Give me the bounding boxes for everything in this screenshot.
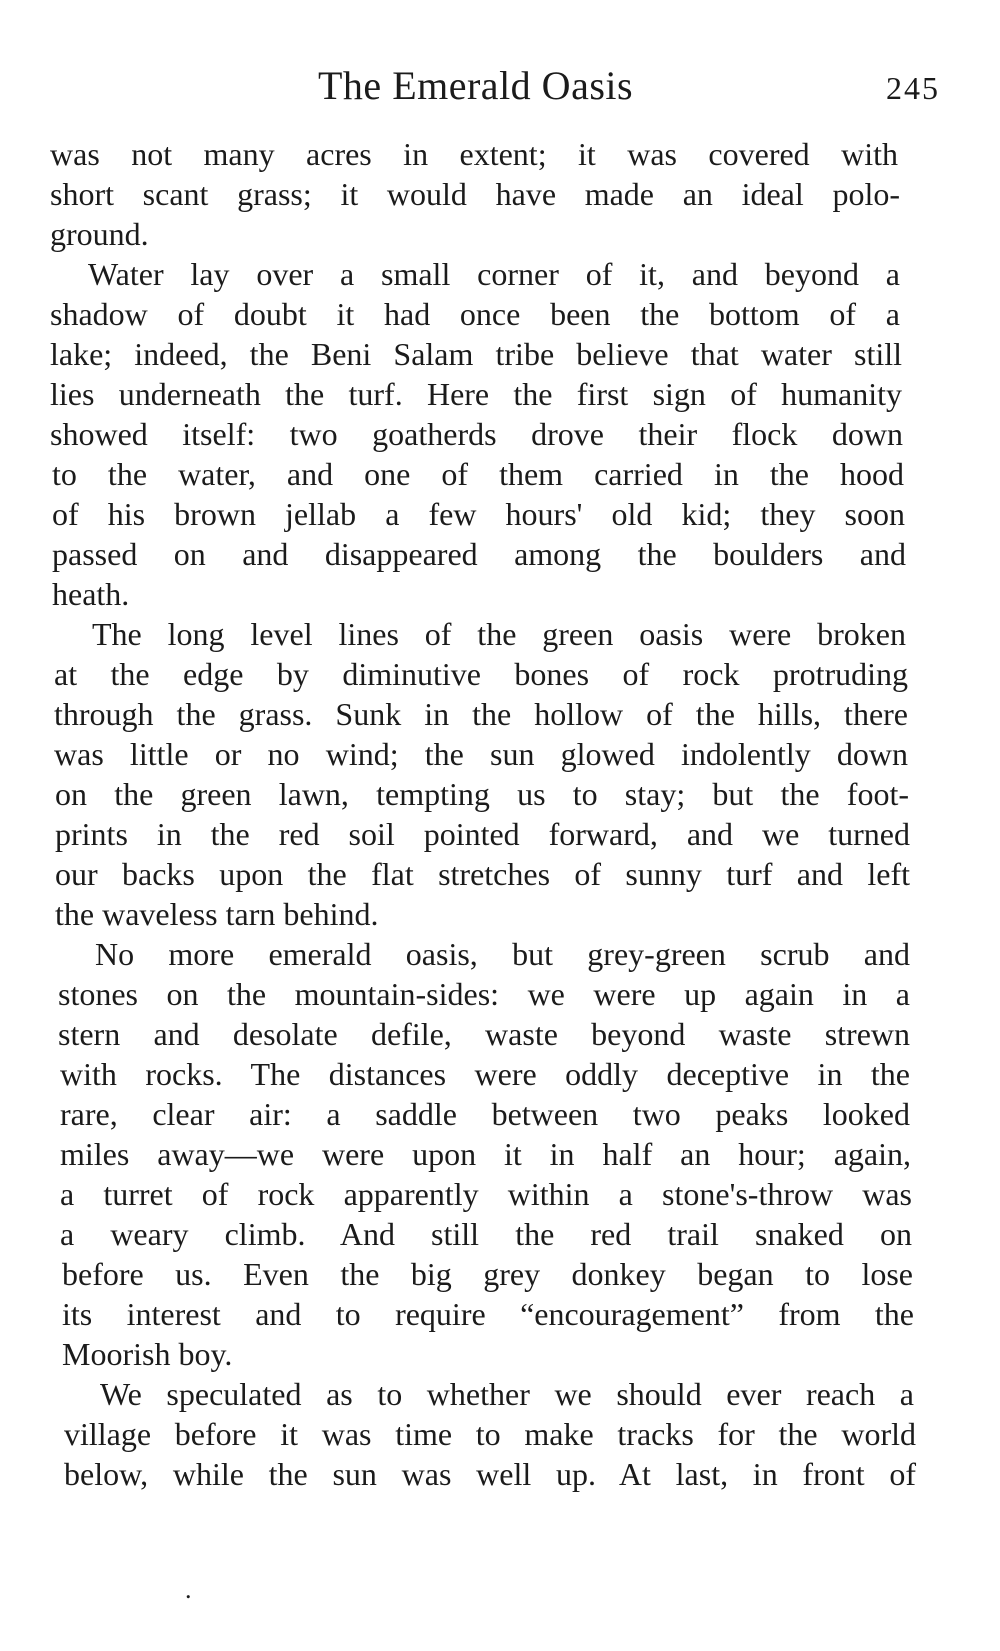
text-line: rare, clear air: a saddle between two peaks looked [60,1096,910,1132]
text-line: to the water, and one of them carried in the hood [52,456,904,492]
text-line: Moorish boy. [62,1336,233,1372]
text-line: our backs upon the flat stretches of sunny turf and left [55,856,910,892]
text-line: short scant grass; it would have made an ideal polo- [50,176,900,212]
text-line: of his brown jellab a few hours' old kid; they soon [52,496,905,532]
footer-mark: . [185,1575,192,1604]
text-line: stern and desolate defile, waste beyond waste strewn [58,1016,910,1052]
text-line: Water lay over a small corner of it, and beyond a [88,256,900,292]
running-head [0,62,1000,122]
text-line: No more emerald oasis, but grey-green scrub and [95,936,910,972]
page-number: 245 [886,70,940,106]
text-line: before us. Even the big grey donkey began to lose [62,1256,913,1292]
text-line: We speculated as to whether we should ever reach a [100,1376,914,1412]
text-line: its interest and to require “encouragement” from the [62,1296,914,1332]
text-line: below, while the sun was well up. At last, in front of [64,1456,916,1492]
text-line: passed on and disappeared among the boulders and [52,536,906,572]
text-line: heath. [52,576,130,612]
text-line: ground. [50,216,149,252]
text-line: prints in the red soil pointed forward, and we turned [55,816,910,852]
text-line: a weary climb. And still the red trail snaked on [60,1216,912,1252]
text-line: showed itself: two goatherds drove their flock down [50,416,903,452]
text-line: was not many acres in extent; it was covered with [50,136,898,172]
text-line: the waveless tarn behind. [55,896,379,932]
text-line: stones on the mountain-sides: we were up again in a [58,976,910,1012]
text-line: a turret of rock apparently within a stone's-throw was [60,1176,912,1212]
text-line: lake; indeed, the Beni Salam tribe believe that water still [50,336,902,372]
text-line: miles away—we were upon it in half an hour; again, [60,1136,911,1172]
text-line: with rocks. The distances were oddly deceptive in the [60,1056,910,1092]
text-line: through the grass. Sunk in the hollow of the hills, there [54,696,908,732]
text-line: at the edge by diminutive bones of rock protruding [54,656,908,692]
text-line: shadow of doubt it had once been the bottom of a [50,296,900,332]
text-line: The long level lines of the green oasis were broken [92,616,906,652]
text-line: lies underneath the turf. Here the first sign of humanity [50,376,902,412]
text-line: village before it was time to make tracks for the world [64,1416,916,1452]
text-line: on the green lawn, tempting us to stay; but the foot- [55,776,909,812]
text-line: was little or no wind; the sun glowed indolently down [54,736,908,772]
running-title: The Emerald Oasis [318,63,634,108]
